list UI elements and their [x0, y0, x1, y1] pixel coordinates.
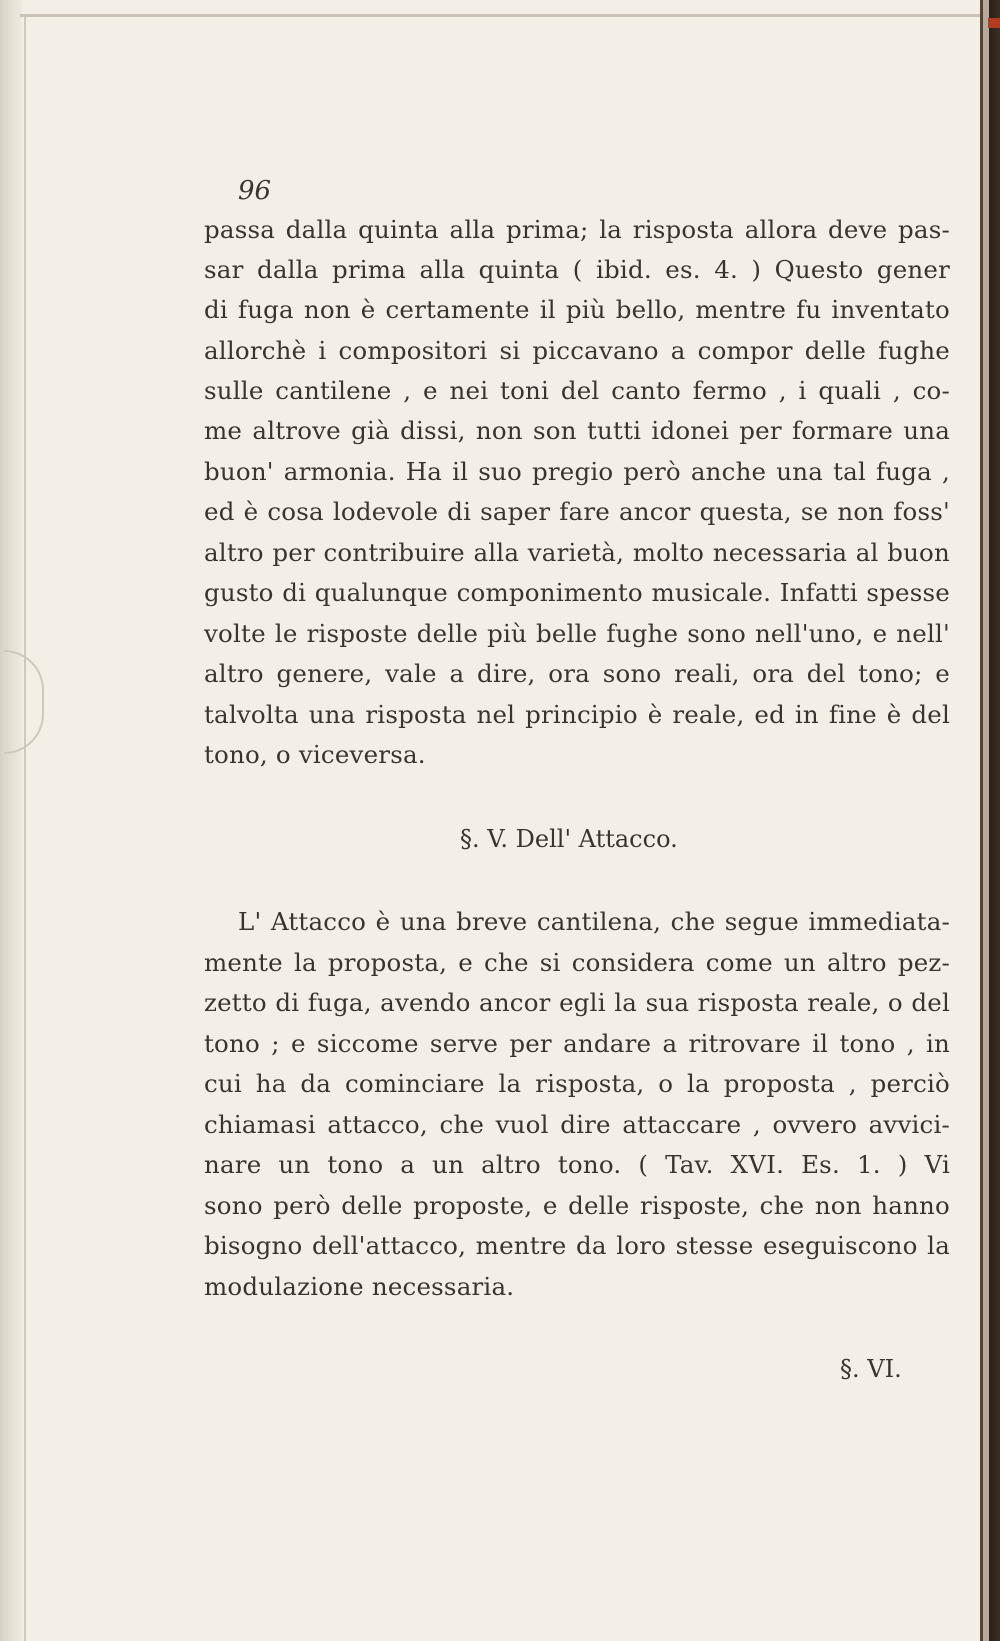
text-line: passa dalla quinta alla prima; la risposta allora deve pas-	[204, 215, 950, 244]
text-line: di fuga non è certamente il più bello, mentre fu inventato	[204, 295, 950, 324]
binding-edge	[0, 0, 22, 1641]
text-line: sono però delle proposte, e delle risposte, che non hanno	[204, 1191, 950, 1220]
text-line: bisogno dell'attacco, mentre da loro stesse eseguiscono la	[204, 1231, 950, 1260]
page-top-edge	[20, 14, 980, 17]
text-line: allorchè i compositori si piccavano a compor delle fughe	[204, 336, 950, 365]
catchword: §. VI.	[840, 1355, 902, 1383]
text-line: tono, o viceversa.	[204, 740, 426, 769]
text-line: gusto di qualunque componimento musicale. Infatti spesse	[204, 578, 950, 607]
book-spine-edge	[980, 0, 1000, 1641]
text-line: chiamasi attacco, che vuol dire attaccare , ovvero avvici-	[204, 1110, 950, 1139]
text-line: sar dalla prima alla quinta ( ibid. es. 4. ) Questo gener	[204, 255, 950, 284]
section-heading: §. V. Dell' Attacco.	[460, 825, 678, 853]
text-line: modulazione necessaria.	[204, 1272, 515, 1301]
margin-rule	[24, 16, 26, 1641]
text-line: L' Attacco è una breve cantilena, che segue immediata-	[238, 907, 950, 936]
text-line: me altrove già dissi, non son tutti idonei per formare una	[204, 416, 950, 445]
text-line: sulle cantilene , e nei toni del canto fermo , i quali , co-	[204, 376, 950, 405]
text-line: cui ha da cominciare la risposta, o la proposta , perciò	[204, 1069, 950, 1098]
text-line: nare un tono a un altro tono. ( Tav. XVI. Es. 1. ) Vi	[204, 1150, 950, 1179]
text-line: mente la proposta, e che si considera come un altro pez-	[204, 948, 950, 977]
text-line: talvolta una risposta nel principio è reale, ed in fine è del	[204, 700, 950, 729]
text-line: altro per contribuire alla varietà, molto necessaria al buon	[204, 538, 950, 567]
text-line: buon' armonia. Ha il suo pregio però anche una tal fuga ,	[204, 457, 950, 486]
page-number: 96	[238, 176, 272, 206]
text-line: altro genere, vale a dire, ora sono reali, ora del tono; e	[204, 659, 950, 688]
text-line: zetto di fuga, avendo ancor egli la sua risposta reale, o del	[204, 988, 950, 1017]
text-line: tono ; e siccome serve per andare a ritrovare il tono , in	[204, 1029, 950, 1058]
text-line: ed è cosa lodevole di saper fare ancor questa, se non foss'	[204, 497, 950, 526]
text-line: volte le risposte delle più belle fughe sono nell'uno, e nell'	[204, 619, 950, 648]
color-tab	[988, 18, 1000, 28]
